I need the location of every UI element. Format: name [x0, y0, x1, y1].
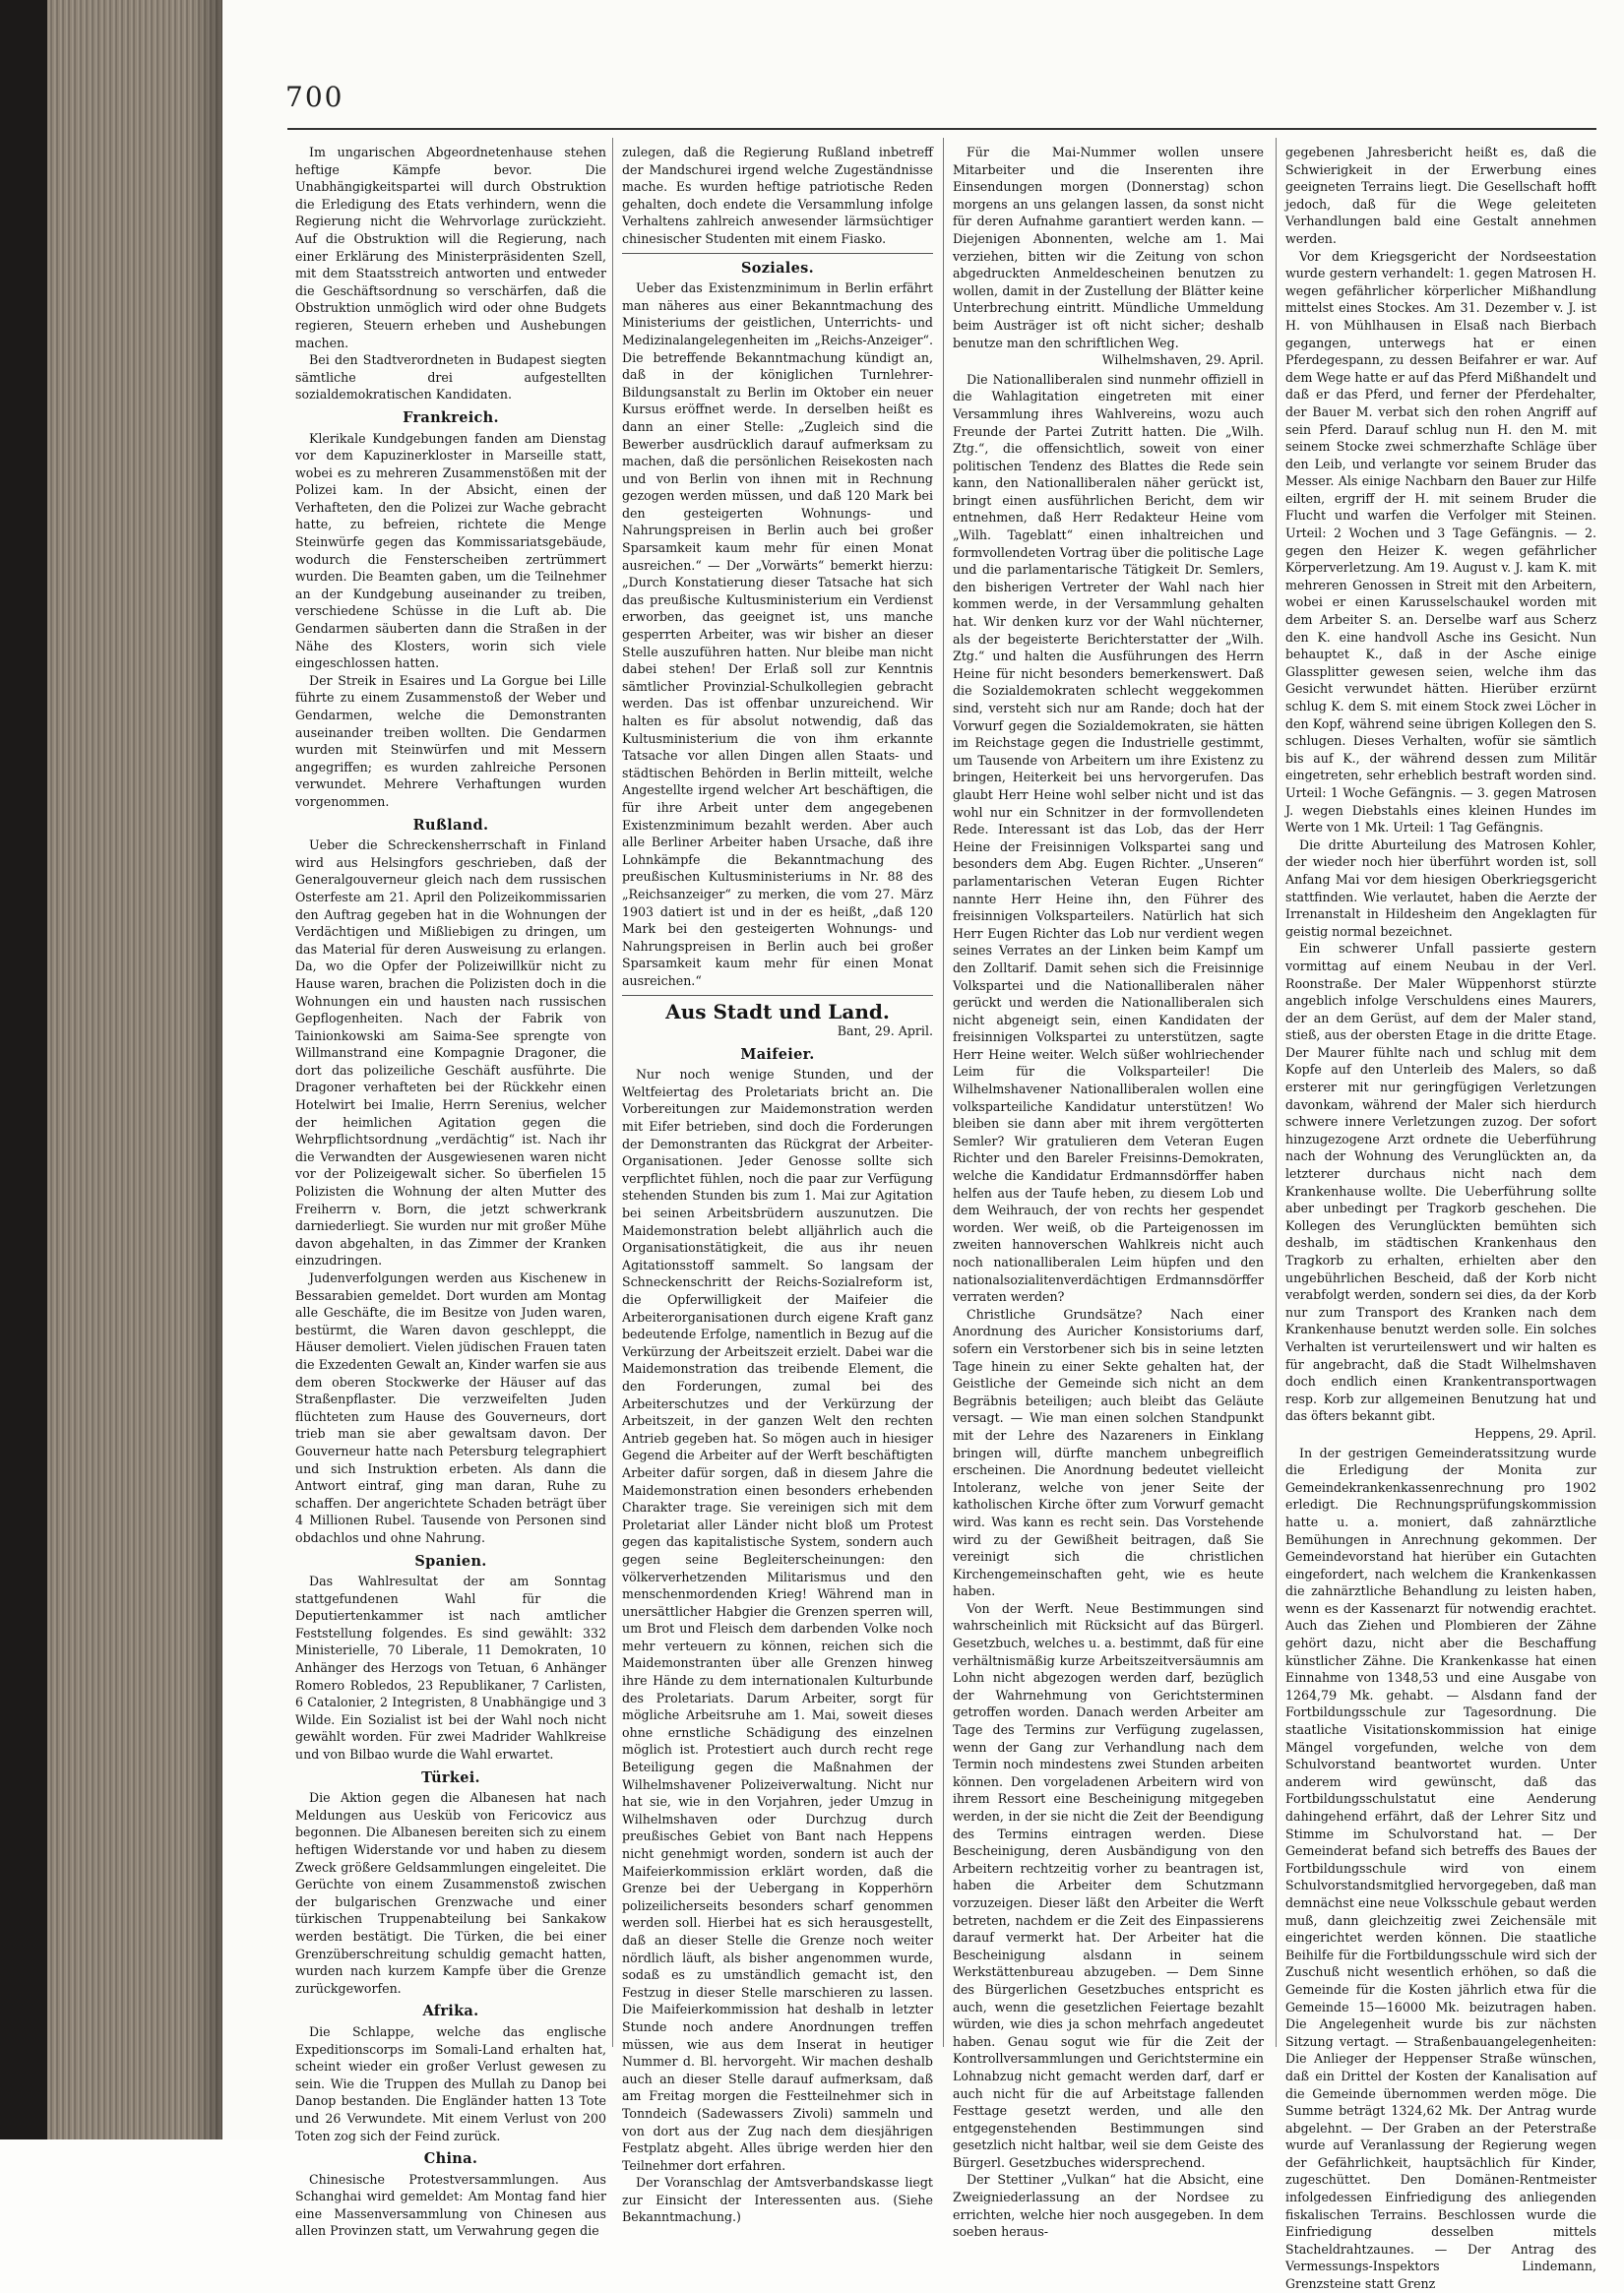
section-heading: Frankreich. [403, 408, 499, 426]
article-paragraph: Die Schlappe, welche das englische Expeditionscorps im Somali-Land erhalten hat, scheint wieder ein großer Verlust gewesen zu sein. Wie die Truppen des Mullah zu Danop bei Danop bestanden. Die Engländer hatten 13 Tote und 26 Verwundete. Mit einem Verlust von 200 Toten zog sich der Feind zurück. [295, 2023, 606, 2143]
article-paragraph: Die Aktion gegen die Albanesen hat nach Meldungen aus Uesküb von Fericovicz aus begonnen. Die Albanesen bereiten sich zu einem heftigen Widerstande vor und haben zu diesem Zweck größere Geldsammlungen eingeleitet. Die Gerüchte von einem Zusammenstoß zwischen der bulgarischen Grenzwache und einer türkischen Truppenabteilung bei Sankakow werden bestätigt. Die Türken, die bei einer Grenzüberschreitung schuldig gemacht hatten, wurden nach kurzem Kampfe über die Grenze zurückgeworfen. [295, 1790, 606, 1996]
column-rule [943, 138, 944, 2047]
article-paragraph: Christliche Grundsätze? Nach einer Anordnung des Auricher Konsistoriums darf, sofern ein Verstorbener sich bis in seine letzten Tage hinein zu einer Sekte gehalten hat, der Geistliche der Gemeinde sich nicht an dem Begräbnis beteiligen; auch bleibt das Geläute versagt. — Wie man einen solchen Standpunkt mit der Lehre des Nazareners in Einklang bringen will, dürfte manchem unbegreiflich erscheinen. Die Anordnung bedeutet vielleicht Intoleranz, welche von jener Seite der katholischen Kirche öfter zum Vorwurf gemacht wird. Was kann es recht sein. Das Vorstehende wird zu der Gewißheit beitragen, daß Sie vereinigt sich die christlichen Kirchengemeinschaften geht, wie es heute haben. [953, 1306, 1264, 1599]
column-4 [1285, 144, 1596, 2292]
article-paragraph: Klerikale Kundgebungen fanden am Dienstag vor dem Kapuzinerkloster in Marseille statt, wobei es zu mehreren Zusammenstößen mit der Polizei kam. In der Absicht, einen der Verhafteten, den die Polizei zur Wache gebracht hatte, zu befreien, richtete die Menge Steinwürfe gegen das Kommissariatsgebäude, wodurch die Fensterscheiben zertrümmert wurden. Die Beamten gaben, um die Teilnehmer an der Kundgebung auseinander zu treiben, verschiedene Schüsse in die Luft ab. Die Gendarmen säuberten dann die Straßen in der Nähe des Klosters, worin sich viele eingeschlossen hatten. [295, 430, 606, 671]
article-paragraph: Im ungarischen Abgeordnetenhause stehen heftige Kämpfe bevor. Die Unabhängigkeitspartei will durch Obstruktion die Erledigung des Etats verhindern, wenn die Regierung nicht die Wehrvorlage zurückzieht. Auf die Obstruktion will die Regierung, nach einer Erklärung des Ministerpräsidenten Szell, mit dem Staatsstreich antworten und entweder die Geschäftsordnung so verschärfen, daß die Obstruktion unmöglich wird oder ohne Budgets regieren, Steuern erheben und Aushebungen machen. [295, 145, 606, 350]
column-2 [622, 144, 933, 2225]
dateline: Heppens, 29. April. [1474, 1425, 1596, 1441]
article-paragraph: Für die Mai-Nummer wollen unsere Mitarbeiter und die Inserenten ihre Einsendungen morgen (Donnerstag) schon morgens an uns gelangen lassen, da sonst nicht für deren Aufnahme garantiert werden kann. — Diejenigen Abonnenten, welche am 1. Mai verziehen, bitten wir die Zeitung von schon abgedruckten Anmeldescheinen benutzen zu wollen, damit in der Zustellung der Blätter keine Unterbrechung eintritt. Mündliche Ummeldung beim Austräger ist oft nicht sicher; deshalb benutze man den schriftlichen Weg. [953, 145, 1264, 350]
section-rule [622, 253, 933, 254]
section-heading: Maifeier. [740, 1045, 815, 1063]
header-rule [287, 128, 1596, 130]
section-rule [622, 995, 933, 996]
article-paragraph: Von der Werft. Neue Bestimmungen sind wahrscheinlich mit Rücksicht auf das Bürgerl. Gesetzbuch, welches u. a. bestimmt, daß für eine verhältnismäßig kurze Arbeitszeitversäumnis am Lohn nicht abgezogen werden darf, bezüglich der Wahrnehmung von Gerichtsterminen getroffen worden. Danach werden Arbeiter am Tage des Termins zur Verfügung zugelassen, wenn der Gang zur Verhandlung nach dem Termin noch mindestens zwei Stunden arbeiten können. Den vorgeladenen Arbeitern wird von ihrem Ressort eine Bescheinigung mitgegeben werden, in der sie nicht die Zeit der Beendigung des Termins eintragen werden. Diese Bescheinigung, deren Ausbändigung von den Arbeitern rechtzeitig vorher zu beantragen ist, haben die Arbeiter dem Schutzmann vorzuzeigen. Dieser läßt den Arbeiter die Werft betreten, nachdem er die Zeit des Einpassierens darauf vermerkt hat. Der Arbeiter hat die Bescheinigung alsdann in seinem Werkstättenbureau abzugeben. — Dem Sinne des Bürgerlichen Gesetzbuches entspricht es auch, wenn die gesetzlichen Feiertage bezahlt würden, wie dies ja schon mehrfach angedeutet haben. Genau sogut wie für die Zeit der Kontrollversammlungen und Gerichtstermine ein Lohnabzug nicht gemacht werden darf, darf er auch nicht für die auf Arbeitstage fallenden Festtage gesetzt werden, und alle den entgegenstehenden Bestimmungen sind gesetzlich nicht haltbar, weil sie dem Geiste des Bürgerl. Gesetzbuches widersprechend. [953, 1600, 1264, 2170]
article-paragraph: Der Stettiner „Vulkan“ hat die Absicht, eine Zweigniederlassung an der Nordsee zu errichten, welche hier noch ausgegeben. In dem soeben heraus- [953, 2172, 1264, 2240]
column-3 [953, 144, 1264, 2240]
article-paragraph: Chinesische Protestversammlungen. Aus Schanghai wird gemeldet: Am Montag fand hier eine Massenversammlung von Chinesen aus allen Provinzen statt, um Verwahrung gegen die [295, 2171, 606, 2239]
column-1 [295, 144, 606, 2239]
section-heading: Spanien. [414, 1552, 487, 1570]
article-paragraph: gegebenen Jahresbericht heißt es, daß die Schwierigkeit in der Erwerbung eines geeigneten Terrains liegt. Die Gesellschaft hofft jedoch, daß für die Wege geleiteten Verhandlungen bald eine Gestalt annehmen werden. [1285, 145, 1596, 246]
article-paragraph: Nur noch wenige Stunden, und der Weltfeiertag des Proletariats bricht an. Die Vorbereitungen zur Maidemonstration werden mit Eifer betrieben, sind doch die Forderungen der Demonstranten das Rückgrat der Arbeiter-Organisationen. Jeder Genosse sollte sich verpflichtet fühlen, noch die paar zur Verfügung stehenden Stunden bis zum 1. Mai zur Agitation bei seinen Arbeitsbrüdern auszunutzen. Die Maidemonstration belebt alljährlich auch die Organisationstätigkeit, die aus ihr neuen Agitationsstoff sammelt. So langsam der Schneckenschritt der Reichs-Sozialreform ist, die Opferwilligkeit der Maifeier die Arbeiterorganisationen durch eigene Kraft ganz bedeutende Erfolge, namentlich in Bezug auf die Verkürzung der Arbeitszeit erzielt. Dabei war die Maidemonstration das treibende Element, die den Forderungen, zumal bei des Arbeiterschutzes und der Verkürzung der Arbeitszeit, in der ganzen Welt den rechten Antrieb gegeben hat. So mögen auch in hiesiger Gegend die Arbeiter auf der Werft beschäftigten Arbeiter dafür sorgen, daß in diesem Jahre die Maidemonstration einen besonders erhebenden Charakter trage. Sie vereinigen sich mit dem Proletariat aller Länder nicht bloß um Protest gegen das kapitalistische System, sondern auch gegen seine Begleiterscheinungen: den völkerverhetzenden Militarismus und den menschenmordenden Krieg! Während man in unersättlicher Habgier die Grenzen sperren will, um Brot und Fleisch dem darbenden Volke noch mehr verteuern zu können, reichen sich die Maidemonstranten über alle Grenzen hinweg ihre Hände zu dem internationalen Kulturbunde des Proletariats. Darum Arbeiter, sorgt für mögliche Arbeitsruhe am 1. Mai, soweit dieses ohne ernstliche Schädigung des einzelnen möglich ist. Protestiert auch durch recht rege Beteiligung gegen die Maßnahmen der Wilhelmshavener Polizeiverwaltung. Nicht nur hat sie, wie in den Vorjahren, jeder Umzug in Wilhelmshaven oder Durchzug durch preußisches Gebiet von Bant nach Heppens nicht genehmigt worden, sondern ist auch der Maifeierkommission erklärt worden, daß die Grenze bei der Uebergang in Kopperhörn polizeilicherseits besonders scharf genommen werden soll. Hierbei hat es sich herausgestellt, daß an dieser Stelle die Grenze noch weiter nördlich läuft, als bisher angenommen wurde, sodaß es zu umständlich gemacht ist, den Festzug in dieser Stelle marschieren zu lassen. Die Maifeierkommission hat deshalb in letzter Stunde noch andere Anordnungen treffen müssen, wie aus dem Inserat in heutiger Nummer d. Bl. hervorgeht. Wir machen deshalb auch an dieser Stelle darauf aufmerksam, daß am Freitag morgen die Festteilnehmer sich in Tonndeich (Sadewassers Zivoli) sammeln und von dort aus der Zug nach dem diesjährigen Festplatz abgeht. Alles übrige werden hier den Teilnehmer dort erfahren. [622, 1067, 933, 2173]
article-paragraph: zulegen, daß die Regierung Rußland inbetreff der Mandschurei irgend welche Zugeständnisse mache. Es wurden heftige patriotische Reden gehalten, doch endete die Versammlung infolge Verhaltens zahlreich anwesender lärmsüchtiger chinesischer Studenten mit einem Fiasko. [622, 145, 933, 246]
column-rule [612, 138, 613, 2047]
dateline: Wilhelmshaven, 29. April. [1101, 352, 1264, 368]
article-paragraph: Das Wahlresultat der am Sonntag stattgefundenen Wahl für die Deputiertenkammer ist nach amtlicher Feststellung folgendes. Es sind gewählt: 332 Ministerielle, 70 Liberale, 11 Demokraten, 10 Anhänger des Herzogs von Tetuan, 6 Anhänger Romero Robledos, 23 Republikaner, 7 Carlisten, 6 Catalonier, 2 Integristen, 8 Unabhängige und 3 Wilde. Ein Sozialist ist bei der Wahl noch nicht gewählt worden. Für zwei Madrider Wahlkreise und von Bilbao wurde die Wahl erwartet. [295, 1574, 606, 1763]
article-paragraph: Ein schwerer Unfall passierte gestern vormittag auf einem Neubau in der Verl. Roonstraße. Der Maler Wüppenhorst stürzte angeblich infolge Verschuldens eines Maurers, der an dem Gerüst, auf dem der Maler stand, stieß, aus der obersten Etage in die dritte Etage. Der Maurer fühlte nach und schlug mit dem Kopfe auf den Unterleib des Malers, so daß ersterer mit nur geringfügigen Verletzungen davonkam, während der Maler sich hierdurch schwere innere Verletzungen zuzog. Der sofort hinzugezogene Arzt ordnete die Ueberführung nach der Wohnung des Verunglückten an, da letzterer durchaus nicht nach dem Krankenhause wollte. Die Ueberführung sollte aber unbedingt per Tragkorb geschehen. Die Kollegen des Verunglückten bemühten sich deshalb, im städtischen Krankenhaus den Tragkorb zu erhalten, erhielten aber den ungebührlichen Bescheid, daß der Korb nicht verabfolgt werden, sondern sei dies, da der Korb nur zum Transport des Kranken nach dem Krankenhause benutzt werden solle. Ein solches Verhalten ist verurteilenswert und wir halten es für angebracht, daß die Stadt Wilhelmshaven doch endlich einen Krankentransportwagen resp. Korb zur allgemeinen Benutzung hat und das öfters bekannt gibt. [1285, 941, 1596, 1424]
article-paragraph: Die Nationalliberalen sind nunmehr offiziell in die Wahlagitation eingetreten mit einer Versammlung ihres Wahlvereins, wozu auch Freunde der Partei Zutritt hatten. Die „Wilh. Ztg.“, die offensichtlich, soweit von einer politischen Tendenz des Blattes die Rede sein kann, den Nationalliberalen näher gerückt ist, bringt einen ausführlichen Bericht, dem wir entnehmen, daß Herr Redakteur Heine vom „Wilh. Tageblatt“ einen inhaltreichen und formvollendeten Vortrag über die politische Lage und die parlamentarische Tätigkeit Dr. Semlers, den bisherigen Vertreter der Wahl nach hier kommen werde, in der Versammlung gehalten hat. Wir denken kurz vor der Wahl nüchterner, als der begeisterte Berichterstatter der „Wilh. Ztg.“ und halten die Ausführungen des Herrn Heine für nicht besonders bemerkenswert. Daß die Sozialdemokraten schlecht weggekommen sind, versteht sich nur am Rande; doch hat der Vorwurf gegen die Sozialdemokraten, sie hätten im Reichstage gegen die Industrielle gestimmt, um Tausende von Arbeitern um ihre Existenz zu bringen, Heiterkeit bei uns hervorgerufen. Das glaubt Herr Heine wohl selber nicht und ist das wohl nur ein Schnitzer in der formvollendeten Rede. Interessant ist das Lob, das der Herr Heine der Freisinnigen Volkspartei sang und besonders dem Abg. Eugen Richter. „Unseren“ parlamentarischen Veteran Eugen Richter nannte Herr Heine ihn, den Führer des freisinnigen Volksparteilers. Natürlich hat sich Herr Eugen Richter das Lob nur verdient wegen seines Verrates an der Linken beim Kampf um den Zolltarif. Damit sehen sich die Freisinnige Volkspartei und die Nationalliberalen näher gerückt und werden die Nationalliberalen sich nicht abgeneigt sein, einen Kandidaten der freisinnigen Volkspartei zu unterstützen, sagte Herr Heine weiter. Welch süßer wohlriechender Leim für die Volksparteiler! Die Wilhelmshavener Nationalliberalen wollen eine volksparteiliche Kandidatur unterstützen! Wo bleiben sie dann aber mit ihrem vergötterten Semler? Wir gratulieren dem Veteran Eugen Richter und den Bareler Freisinns-Demokraten, welche die Kandidatur Erdmannsdörffer haben helfen aus der Taufe heben, zu diesem Lob und dem Weihrauch, der von rechts her gespendet worden. Wer weiß, ob die Parteigenossen im zweiten hannoverschen Wahlkreis nicht auch noch nationalliberalen Leim hüpfen und den nationalsozialitenverdächtigen Erdmannsdörffer verraten werden? [953, 371, 1264, 1305]
section-heading: Türkei. [421, 1768, 480, 1786]
dateline: Bant, 29. April. [837, 1023, 933, 1039]
article-paragraph: In der gestrigen Gemeinderatssitzung wurde die Erledigung der Monita zur Gemeindekrankenkassenrechnung pro 1902 erledigt. Die Rechnungsprüfungskommission hatte u. a. moniert, daß zahnärztliche Bemühungen in Anrechnung gekommen. Der Gemeindevorstand hat hierüber ein Gutachten eingefordert, nach welchem die Krankenkassen die zahnärztliche Behandlung zu leisten haben, wenn es der Kassenarzt für notwendig erachtet. Auch das Ziehen und Plombieren der Zähne gehört dazu, nicht aber die Beschaffung künstlicher Zähne. Die Krankenkasse hat einen Einnahme von 1348,53 und eine Ausgabe von 1264,79 Mk. gehabt. — Alsdann fand der Fortbildungsschule zur Tagesordnung. Die staatliche Visitationskommission hat einige Mängel vorgefunden, welche von dem Schulvorstand beantwortet wurden. Unter anderem wird gewünscht, daß das Fortbildungsschulstatut eine Aenderung dahingehend erfährt, daß der Lehrer Sitz und Stimme im Schulvorstand hat. — Der Gemeinderat befand sich betreffs des Baues der Fortbildungsschule wird von einem Schulvorstandsmitglied hervorgegeben, daß man demnächst eine neue Volksschule gebaut werden muß, dann gleichzeitig zwei Zeichensäle mit eingerichtet werden können. Die staatliche Beihilfe für die Fortbildungsschule wird sich der Zuschuß nicht wesentlich erhöhen, so daß die Gemeinde für die Kosten jährlich etwa für die Gemeinde 15—16000 Mk. beizutragen haben. Die Angelegenheit wurde bis zur nächsten Sitzung vertagt. — Straßenbauangelegenheiten: Die Anlieger der Heppenser Straße wünschen, daß ein Drittel der Kosten der Kanalisation auf die Gemeinde übernommen werden möge. Die Summe beträgt 1324,62 Mk. Der Antrag wurde abgelehnt. — Der Graben an der Peterstraße wurde auf Veranlassung der Regierung wegen der Gefährlichkeit, hauptsächlich für Kinder, zugeschüttet. Den Domänen-Rentmeister infolgedessen Einfriedigung des anliegenden fiskalischen Terrains. Beschlossen wurde die Einfriedigung desselben mittels Stacheldrahtzaunes. — Der Antrag des Vermessungs-Inspektors Lindemann, Grenzsteine statt Grenz [1285, 1445, 1596, 2292]
section-heading: Rußland. [412, 816, 489, 834]
section-title: Aus Stadt und Land. [665, 999, 890, 1023]
article-paragraph: Judenverfolgungen werden aus Kischenew in Bessarabien gemeldet. Dort wurden am Montag alle Geschäfte, die im Besitze von Juden waren, bestürmt, die Waren davon geschleppt, die Häuser demoliert. Vielen jüdischen Frauen taten die Exzedenten Gewalt an, Kinder warfen sie aus dem oberen Stockwerke der Häuser auf das Straßenpflaster. Die verzweifelten Juden flüchteten zum Hause des Gouverneurs, dort trieb man sie aber gewaltsam davon. Der Gouverneur hatte nach Petersburg telegraphiert und sich Instruktion erbeten. Als dann die Antwort eintraf, ging man daran, Ruhe zu schaffen. Der angerichtete Schaden beträgt über 4 Millionen Rubel. Tausende von Personen sind obdachlos und ohne Nahrung. [295, 1270, 606, 1545]
section-heading: Afrika. [422, 2003, 479, 2020]
section-heading: Soziales. [741, 259, 814, 277]
section-heading: China. [423, 2150, 478, 2168]
page-edges [47, 0, 222, 2139]
article-paragraph: Der Streik in Esaires und La Gorgue bei Lille führte zu einem Zusammenstoß der Weber und Gendarmen, welche die Demonstranten auseinander treiben wollten. Die Gendarmen wurden mit Steinwürfen und mit Messern angegriffen; es wurden zahlreiche Personen verwundet. Mehrere Verhaftungen wurden vorgenommen. [295, 672, 606, 809]
page-number: 700 [285, 81, 344, 113]
article-paragraph: Der Voranschlag der Amtsverbandskasse liegt zur Einsicht der Interessenten aus. (Siehe Bekanntmachung.) [622, 2175, 933, 2225]
article-paragraph: Die dritte Aburteilung des Matrosen Kohler, der wieder noch hier überführt worden ist, soll Anfang Mai vor dem hiesigen Oberkriegsgericht stattfinden. Wie verlautet, haben die Aerzte der Irrenanstalt in Hildesheim den Angeklagten für geistig normal bezeichnet. [1285, 837, 1596, 939]
article-paragraph: Ueber das Existenzminimum in Berlin erfährt man näheres aus einer Bekanntmachung des Ministeriums der geistlichen, Unterrichts- und Medizinalangelegenheiten im „Reichs-Anzeiger“. Die betreffende Bekanntmachung kündigt an, daß in der königlichen Turnlehrer-Bildungsanstalt zu Berlin im Oktober ein neuer Kursus eröffnet werde. In derselben heißt es dann an einer Stelle: „Zugleich sind die Bewerber ausdrücklich darauf aufmerksam zu machen, daß die persönlichen Reisekosten nach und von Berlin von ihnen mit in Rechnung gezogen werden müssen, und daß 120 Mark bei den gesteigerten Wohnungs- und Nahrungspreisen in Berlin auch bei großer Sparsamkeit kaum mehr für einen Monat ausreichen.“ — Der „Vorwärts“ bemerkt hierzu: „Durch Konstatierung dieser Tatsache hat sich das preußische Kultusministerium ein Verdienst erworben, das geeignet ist, uns manche gesperrten Arbeiter, was wir bisher an dieser Stelle auszuführen hatten. Nur bleibe man nicht dabei stehen! Der Erlaß soll zur Kenntnis sämtlicher Provinzial-Schulkollegien gebracht werden. Das ist offenbar unzureichend. Wir halten es für absolut notwendig, daß das Kultusministerium die von ihm erkannte Tatsache vor allen Dingen allen Staats- und städtischen Behörden in Berlin mitteilt, welche Angestellte irgend welcher Art beschäftigen, die für ihre Arbeit unter dem angegebenen Existenzminimum bezahlt werden. Aber auch alle Berliner Arbeiter haben Ursache, daß ihre Lohnkämpfe die Bekanntmachung des preußischen Kultusministeriums in Nr. 88 des „Reichsanzeiger“ zu merken, die vom 27. März 1903 datiert ist und in der es heißt, „daß 120 Mark bei den gesteigerten Wohnungs- und Nahrungspreisen in Berlin auch bei großer Sparsamkeit kaum mehr für einen Monat ausreichen.“ [622, 280, 933, 988]
column-rule [1276, 138, 1277, 2047]
article-paragraph: Ueber die Schreckensherrschaft in Finland wird aus Helsingfors geschrieben, daß der Generalgouverneur gleich nach dem russischen Osterfeste am 21. April den Polizeikommissarien den Auftrag gegeben hat in die Wohnungen der Verdächtigen und Mißliebigen zu dringen, um das Material für deren Ausweisung zu erlangen. Da, wo die Opfer der Polizeiwillkür nicht zu Hause waren, brachen die Polizisten doch in die Wohnungen ein und hausten nach russischen Gepflogenheiten. Nach der Fabrik von Tainionkowski am Saima-See sprengte von Willmanstrand eine Kompagnie Dragoner, die dort das polizeiliche Geschäft ausführte. Die Dragoner verhafteten bei der Rückkehr einen Hotelwirt bei Imalie, Herrn Serenius, welcher der heimlichen Agitation gegen die Wehrpflichtsordnung „verdächtig“ ist. Nach ihr die Verwandten der Ausgewiesenen waren nicht vor der Polizeigewalt sicher. So überfielen 15 Polizisten die Wohnung der alten Mutter des Freiherrn v. Born, die jetzt schwerkrank darniederliegt. Sie wurden nur mit großer Mühe davon abgehalten, in das Zimmer der Kranken einzudringen. [295, 837, 606, 1269]
book-spine [0, 0, 47, 2139]
article-paragraph: Vor dem Kriegsgericht der Nordseestation wurde gestern verhandelt: 1. gegen Matrosen H. wegen gefährlicher körperlicher Mißhandlung mittelst eines Stockes. Am 31. Dezember v. J. ist H. von Mühlhausen in Elsaß nach Bierbach gegangen, unterwegs hat er einen Pferdegespann, zu dessen Beifahrer er war. Auf dem Wege hatte er auf das Pferd Mißhandelt und daß er das Pferd, und ferner der Pferdehalter, der Bauer M. verbat sich den rohen Angriff auf sein Pferd. Darauf schlug nun H. den M. mit seinem Stocke zwei schmerzhafte Schläge über den Leib, und verlangte vor seinem Bruder das Messer. Als einige Nachbarn den Bauer zur Hilfe eilten, ergriff der H. mit seinem Bruder die Flucht und warfen die Verfolger mit Steinen. Urteil: 2 Wochen und 3 Tage Gefängnis. — 2. gegen den Heizer K. wegen gefährlicher Körperverletzung. Am 19. August v. J. kam K. mit mehreren Genossen in Streit mit den Arbeitern, wobei er einen Karusselschaukel worden mit dem Arbeiter S. an. Derselbe warf aus Scherz den K. eine handvoll Asche ins Gesicht. Nun behauptet K., daß in der Asche einige Glassplitter gewesen seien, welche ihm das Gesicht verwundet hätten. Hierüber erzürnt schlug K. dem S. mit einem Stock zwei Löcher in den Kopf, während seine übrigen Kollegen den S. schlugen. Dieses Verhalten, wofür sie sämtlich bis auf K., der während dessen zum Militär eingetreten, sehr erheblich bestraft worden sind. Urteil: 1 Woche Gefängnis. — 3. gegen Matrosen J. wegen Diebstahls eines kleinen Hundes im Werte von 1 Mk. Urteil: 1 Tag Gefängnis. [1285, 248, 1596, 836]
article-paragraph: Bei den Stadtverordneten in Budapest siegten sämtliche drei aufgestellten sozialdemokratischen Kandidaten. [295, 352, 606, 403]
